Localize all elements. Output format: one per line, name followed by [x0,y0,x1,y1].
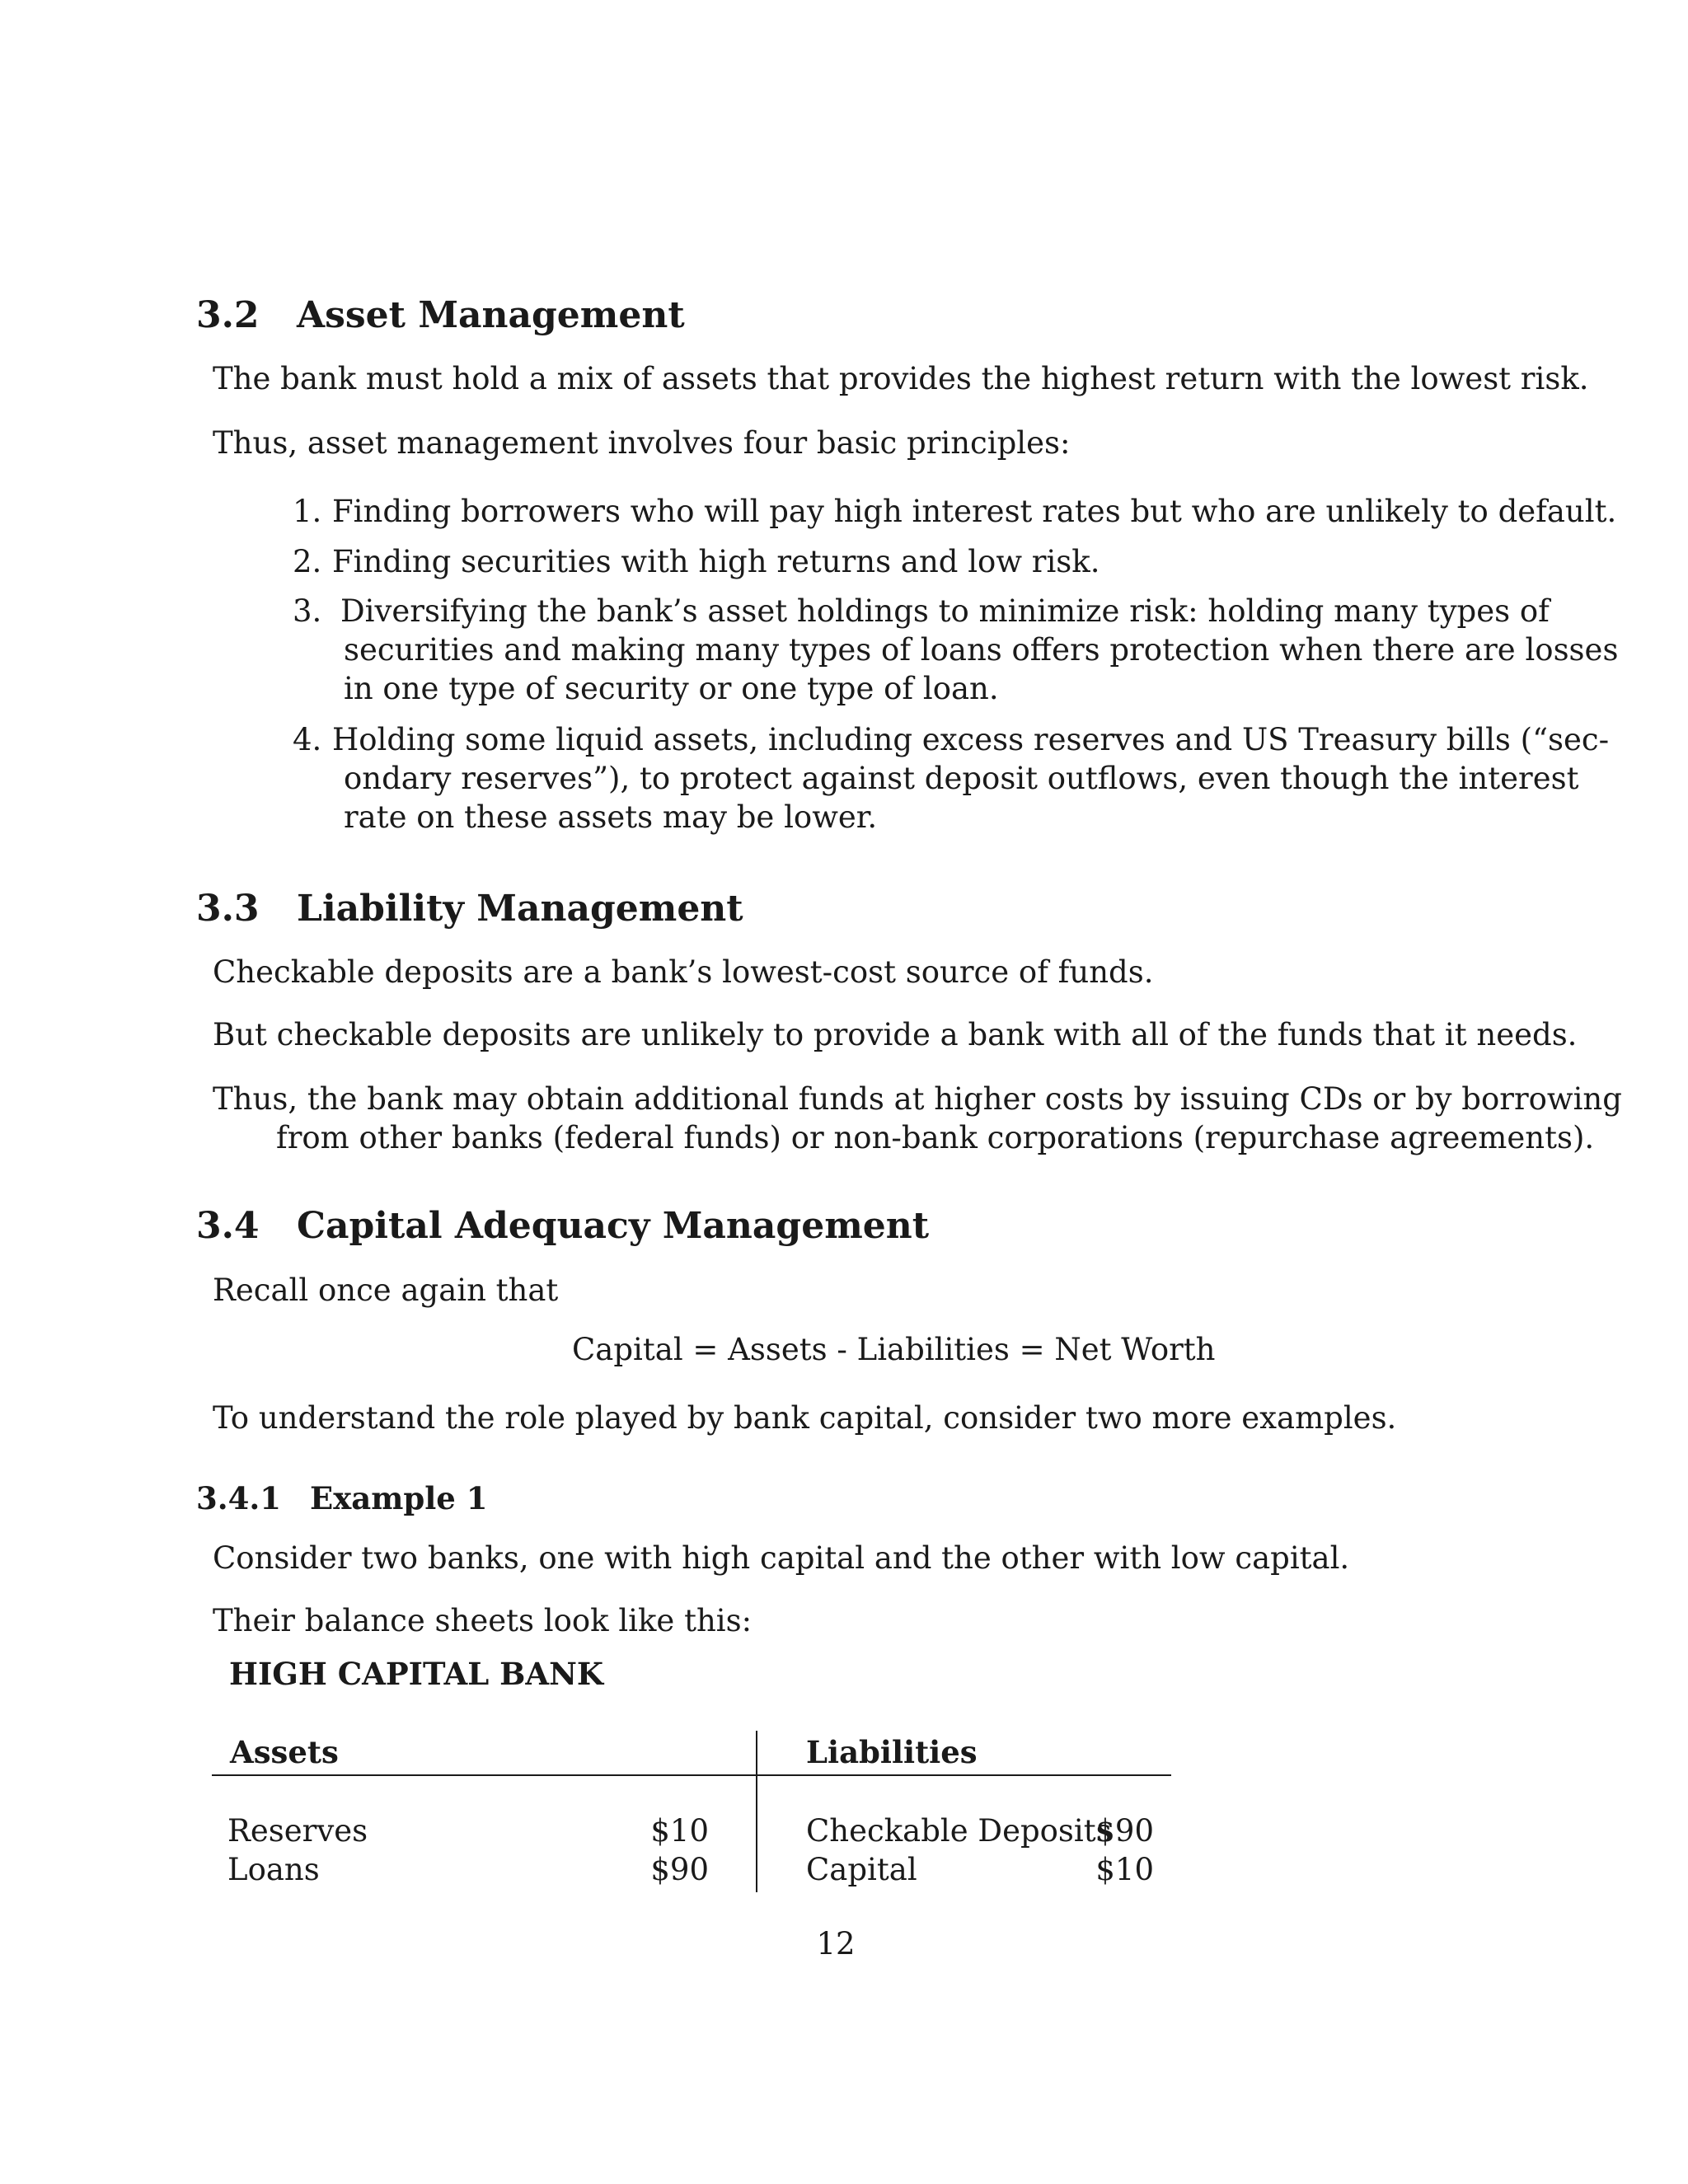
paragraph-line: Thus, the bank may obtain additional funds at higher costs by issuing CDs or by borrowing [213,1081,1622,1117]
list-number: 2. [293,544,322,579]
asset-label: Reserves [227,1813,368,1849]
list-text-line: in one type of security or one type of loan. [344,671,999,706]
bank-title: HIGH CAPITAL BANK [229,1656,604,1692]
list-text-line: Holding some liquid assets, including excess reserves and US Treasury bills (“sec- [332,722,1610,757]
paragraph: The bank must hold a mix of assets that provides the highest return with the lowest risk. [213,361,1589,396]
paragraph: Recall once again that [213,1272,559,1308]
table-header-rule [212,1774,1171,1776]
list-text-line: ondary reserves”), to protect against deposit outflows, even though the interest [344,761,1579,796]
list-number: 1. [293,494,322,529]
liability-value: $10 [1095,1852,1154,1887]
asset-value: $90 [650,1852,709,1887]
section-title: Asset Management [297,294,685,336]
list-text: Finding borrowers who will pay high interest rates but who are unlikely to default. [332,494,1617,529]
list-number: 3. [293,593,322,629]
list-number: 4. [293,722,322,757]
paragraph: Consider two banks, one with high capital and the other with low capital. [213,1540,1350,1576]
liability-label: Checkable Deposits [806,1813,1112,1849]
paragraph-line: from other banks (federal funds) or non-bank corporations (repurchase agreements). [276,1120,1595,1155]
paragraph: But checkable deposits are unlikely to provide a bank with all of the funds that it needs. [213,1017,1578,1052]
paragraph: To understand the role played by bank capital, consider two more examples. [213,1400,1397,1436]
list-text-line: securities and making many types of loans offers protection when there are losses [344,632,1619,668]
liability-label: Capital [806,1852,917,1887]
liabilities-header: Liabilities [806,1734,978,1770]
table-center-rule [756,1731,757,1892]
paragraph: Checkable deposits are a bank’s lowest-cost source of funds. [213,954,1154,990]
subsection-title: Example 1 [310,1480,488,1516]
section-number: 3.2 [196,294,260,336]
section-title: Liability Management [297,888,743,930]
assets-header: Assets [230,1734,339,1770]
section-number: 3.3 [196,888,260,930]
equation: Capital = Assets - Liabilities = Net Worth [572,1332,1216,1367]
paragraph: Their balance sheets look like this: [213,1603,753,1638]
section-number: 3.4 [196,1205,260,1247]
list-text-line: rate on these assets may be lower. [344,799,878,835]
list-text-line: Diversifying the bank’s asset holdings to minimize risk: holding many types of [340,593,1550,629]
liability-value: $90 [1095,1813,1154,1849]
asset-value: $10 [650,1813,709,1849]
page-number: 12 [816,1926,856,1961]
subsection-number: 3.4.1 [196,1480,281,1516]
asset-label: Loans [227,1852,320,1887]
list-text: Finding securities with high returns and low risk. [332,544,1100,579]
section-title: Capital Adequacy Management [297,1205,930,1247]
paragraph: Thus, asset management involves four basic principles: [213,425,1071,461]
